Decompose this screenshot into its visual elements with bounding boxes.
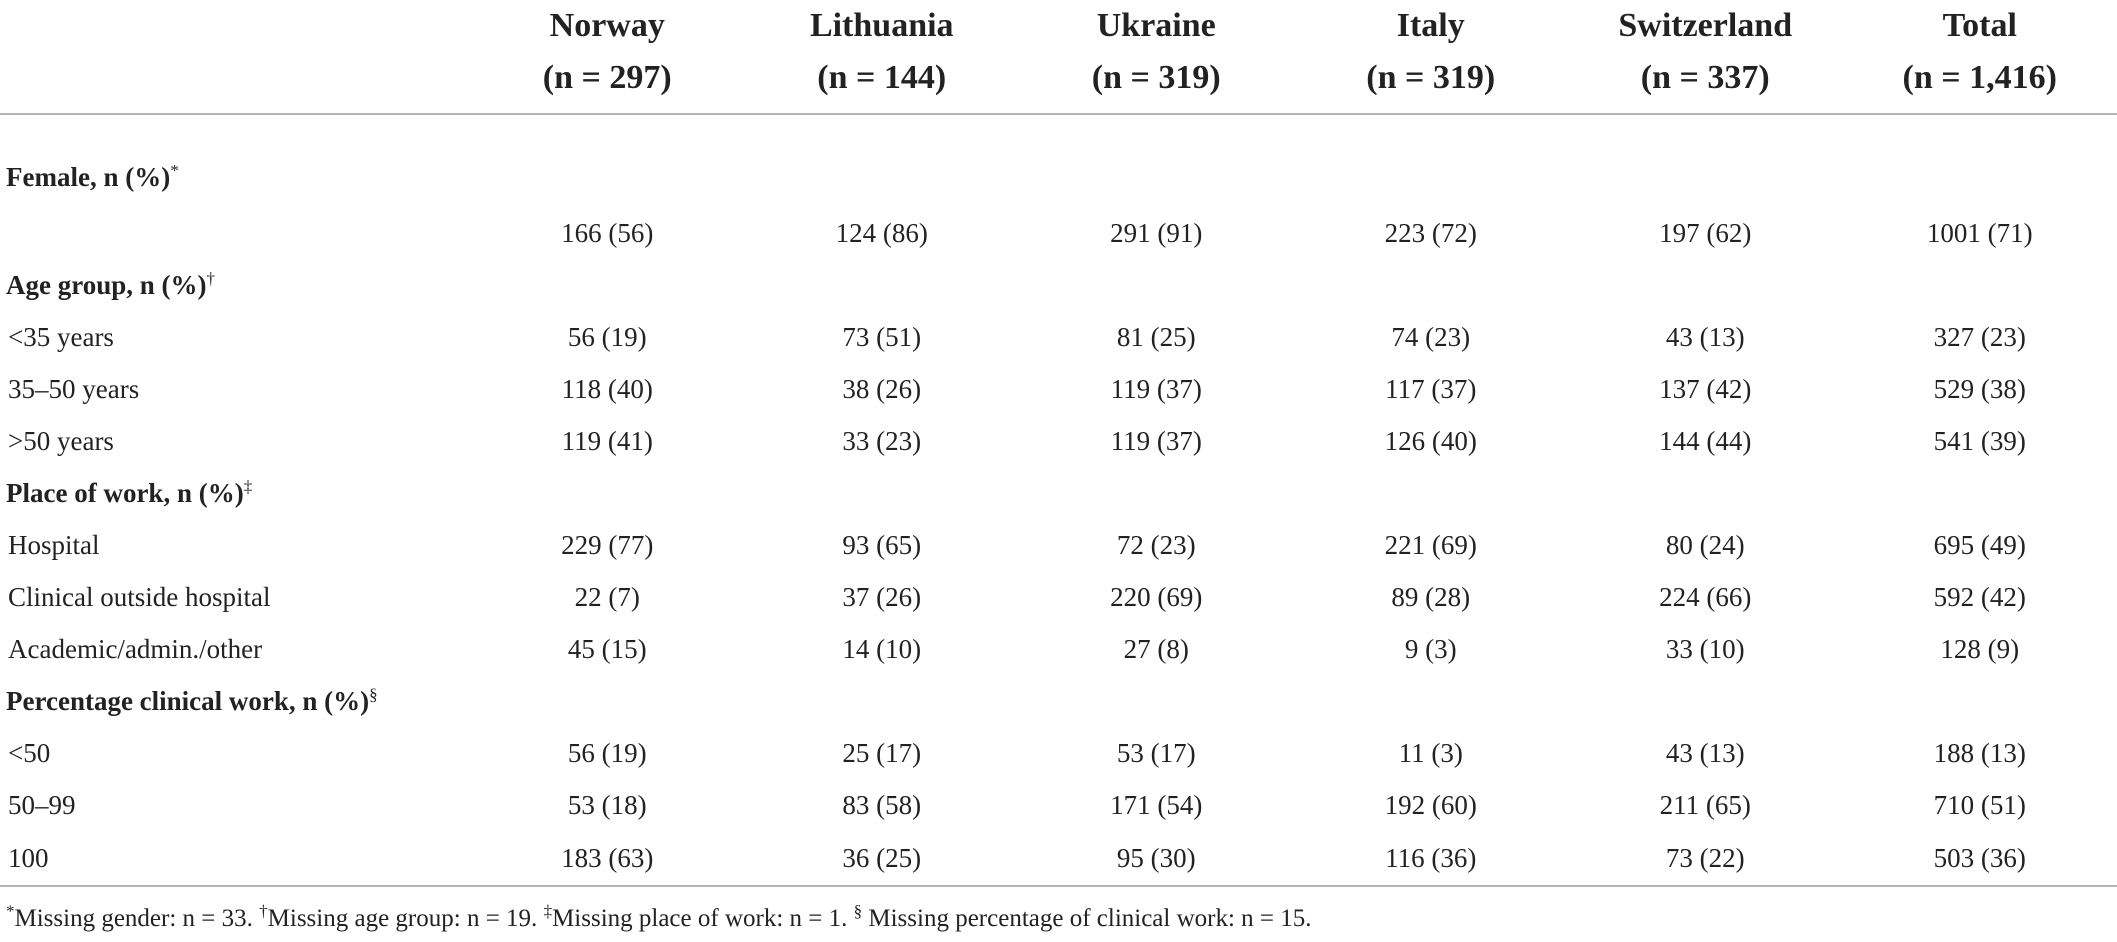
header-row (0, 0, 2117, 114)
cell: 95 (30) (1019, 831, 1294, 886)
cell: 89 (28) (1391, 581, 1471, 612)
section-title: Female, n (%)* (6, 161, 179, 192)
cell: 36 (25) (745, 831, 1020, 886)
cell: 53 (17) (1116, 737, 1196, 768)
row-label: Academic/admin./other (8, 633, 263, 664)
cell: 1001 (71) (1926, 217, 2033, 248)
cell: 56 (19) (567, 321, 647, 352)
section-title: Age group, n (%)† (6, 268, 216, 300)
column-header: Ukraine (n = 319) (1019, 0, 1294, 114)
section-row (0, 467, 2117, 519)
cell: 80 (24) (1665, 529, 1745, 560)
cell: 171 (54) (1110, 789, 1203, 820)
cell: 118 (40) (561, 373, 653, 404)
cell: 192 (60) (1384, 789, 1477, 820)
table-row (0, 727, 2117, 779)
cell: 74 (23) (1391, 321, 1471, 352)
cell: 183 (63) (470, 831, 745, 886)
row-label: 50–99 (8, 789, 76, 820)
table-row (0, 571, 2117, 623)
cell: 56 (19) (567, 737, 647, 768)
cell: 211 (65) (1659, 789, 1751, 820)
cell: 38 (26) (842, 373, 922, 404)
cell: 224 (66) (1659, 581, 1752, 612)
header-corner (0, 0, 470, 114)
cell: 119 (37) (1110, 425, 1202, 456)
cell: 503 (36) (1843, 831, 2117, 886)
row-label: <50 (8, 737, 51, 768)
cell: 197 (62) (1659, 217, 1752, 248)
column-header: Total (n = 1,416) (1843, 0, 2117, 114)
row-label: Hospital (8, 529, 100, 560)
section-row (0, 675, 2117, 727)
section-row (0, 114, 2117, 207)
section-title: Place of work, n (%)‡ (6, 476, 253, 508)
cell: 73 (51) (842, 321, 922, 352)
table-row (0, 363, 2117, 415)
row-label: >50 years (8, 425, 114, 456)
cell: 695 (49) (1933, 529, 2026, 560)
cell: 33 (10) (1665, 633, 1745, 664)
cell: 9 (3) (1404, 633, 1457, 664)
cell: 14 (10) (842, 633, 922, 664)
cell: 72 (23) (1116, 529, 1196, 560)
cell: 124 (86) (835, 217, 928, 248)
cell: 229 (77) (561, 529, 654, 560)
cell: 592 (42) (1933, 581, 2026, 612)
cell: 45 (15) (567, 633, 647, 664)
cell: 27 (8) (1123, 633, 1189, 664)
cell: 117 (37) (1385, 373, 1477, 404)
cell: 11 (3) (1398, 737, 1463, 768)
cell: 221 (69) (1384, 529, 1477, 560)
table-row (0, 311, 2117, 363)
cell: 144 (44) (1659, 425, 1752, 456)
cell: 22 (7) (574, 581, 640, 612)
cell: 137 (42) (1659, 373, 1752, 404)
table-row (0, 207, 2117, 259)
cell: 53 (18) (567, 789, 647, 820)
cell: 43 (13) (1665, 321, 1745, 352)
cell: 166 (56) (561, 217, 654, 248)
cell: 81 (25) (1116, 321, 1196, 352)
table-row (0, 519, 2117, 571)
column-header: Lithuania (n = 144) (745, 0, 1020, 114)
cell: 126 (40) (1384, 425, 1477, 456)
section-row (0, 259, 2117, 311)
cell: 188 (13) (1933, 737, 2026, 768)
row-label: 35–50 years (8, 373, 140, 404)
cell: 83 (58) (842, 789, 922, 820)
cell: 710 (51) (1933, 789, 2026, 820)
cell: 541 (39) (1933, 425, 2026, 456)
table-row (0, 831, 2117, 886)
cell: 43 (13) (1665, 737, 1745, 768)
cell: 529 (38) (1933, 373, 2026, 404)
column-header: Italy (n = 319) (1294, 0, 1569, 114)
cell: 25 (17) (842, 737, 922, 768)
table-row (0, 623, 2117, 675)
cell: 291 (91) (1110, 217, 1203, 248)
cell: 128 (9) (1940, 633, 2020, 664)
row-label: 100 (0, 831, 470, 886)
cell: 119 (41) (561, 425, 653, 456)
row-label (0, 207, 470, 259)
table-row (0, 415, 2117, 467)
table-row (0, 779, 2117, 831)
cell: 37 (26) (842, 581, 922, 612)
cell: 116 (36) (1294, 831, 1569, 886)
column-header: Norway (n = 297) (470, 0, 745, 114)
cell: 33 (23) (842, 425, 922, 456)
cell: 73 (22) (1568, 831, 1843, 886)
cell: 327 (23) (1933, 321, 2026, 352)
cell: 119 (37) (1110, 373, 1202, 404)
cell: 220 (69) (1110, 581, 1203, 612)
cell: 93 (65) (842, 529, 922, 560)
row-label: Clinical outside hospital (8, 581, 271, 612)
section-title: Percentage clinical work, n (%)§ (6, 684, 378, 716)
column-header: Switzerland (n = 337) (1568, 0, 1843, 114)
row-label: <35 years (8, 321, 114, 352)
cell: 223 (72) (1384, 217, 1477, 248)
table-footnote: *Missing gender: n = 33. †Missing age group: n = 19. ‡Missing place of work: n = 1. § Missing percentage of clinical work: n = 15. (6, 901, 1312, 932)
